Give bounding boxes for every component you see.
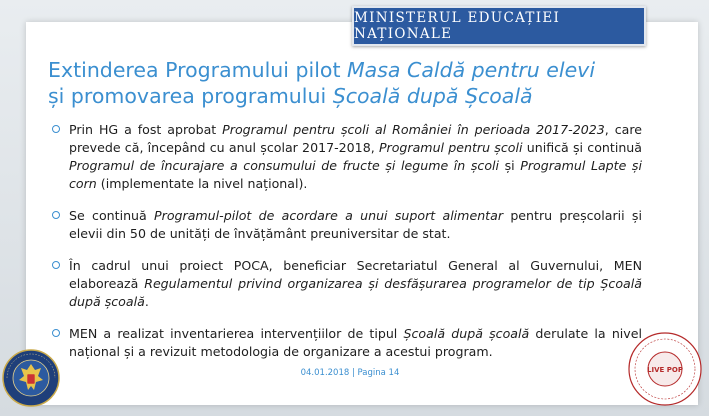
badge-label: LIVE POP [647,366,683,374]
title-line2-italic: Școală după Școală [332,84,533,108]
bullet-circle-icon [52,261,60,269]
bullet-circle-icon [52,329,60,337]
bullet-italic: Școală după școală [403,326,530,341]
bullet-italic: Programul-pilot de acordare a unui suport alimentar [154,208,504,223]
bullet-text: derulate la nivel național și a revizuit metodologia de organizare a acestui program. [69,326,643,359]
ministry-banner [352,6,646,46]
bullet-italic: Programul de încurajare a consumului de fructe și legume în școli [69,158,500,173]
bullet-item [52,325,642,361]
program-badge-icon [626,330,704,408]
title-line2-plain: și promovarea programului [48,84,333,108]
bullet-text: pentru preșcolarii și elevii din 50 de unități de învățământ preuniversitar de stat. [69,208,642,241]
bullet-text: (implementate la nivel național). [96,176,308,191]
bullet-text: Se continuă [69,208,155,223]
bullet-italic: Regulamentul privind organizarea și desfășurarea programelor de tip Școală după școală [69,276,642,309]
bullet-italic: Programul pentru școli al României în perioada 2017-2023 [222,122,605,137]
bullet-item [52,257,642,311]
bullet-text: și [499,158,521,173]
bullet-item [52,121,642,193]
ministry-name: MINISTERUL EDUCAȚIEI NAȚIONALE [354,10,561,42]
slide-title [48,57,648,109]
government-seal-icon [1,348,61,408]
bullet-text: . [144,294,149,309]
bullet-list [52,121,642,375]
bullet-text: MEN a realizat inventarierea intervențiilor de tipul [69,326,404,341]
bullet-text: În cadrul unui proiect POCA, beneficiar Secretariatul General al Guvernului, MEN elaborează [69,258,642,291]
title-line1-italic: Masa Caldă pentru elevi [347,58,596,82]
title-line1-plain: Extinderea Programului pilot [48,58,347,82]
bullet-text: Prin HG a fost aprobat [69,122,223,137]
bullet-circle-icon [52,125,60,133]
slide-footer: 04.01.2018 | Pagina 14 [300,368,400,378]
bullet-text: unifică și continuă [522,140,642,155]
bullet-text: , care prevede că, începând cu anul școlar 2017-2018, [69,122,642,155]
bullet-circle-icon [52,211,60,219]
bullet-item [52,207,642,243]
bullet-italic: Programul pentru școli [378,140,523,155]
bullet-italic: Programul Lapte și corn [69,158,642,191]
